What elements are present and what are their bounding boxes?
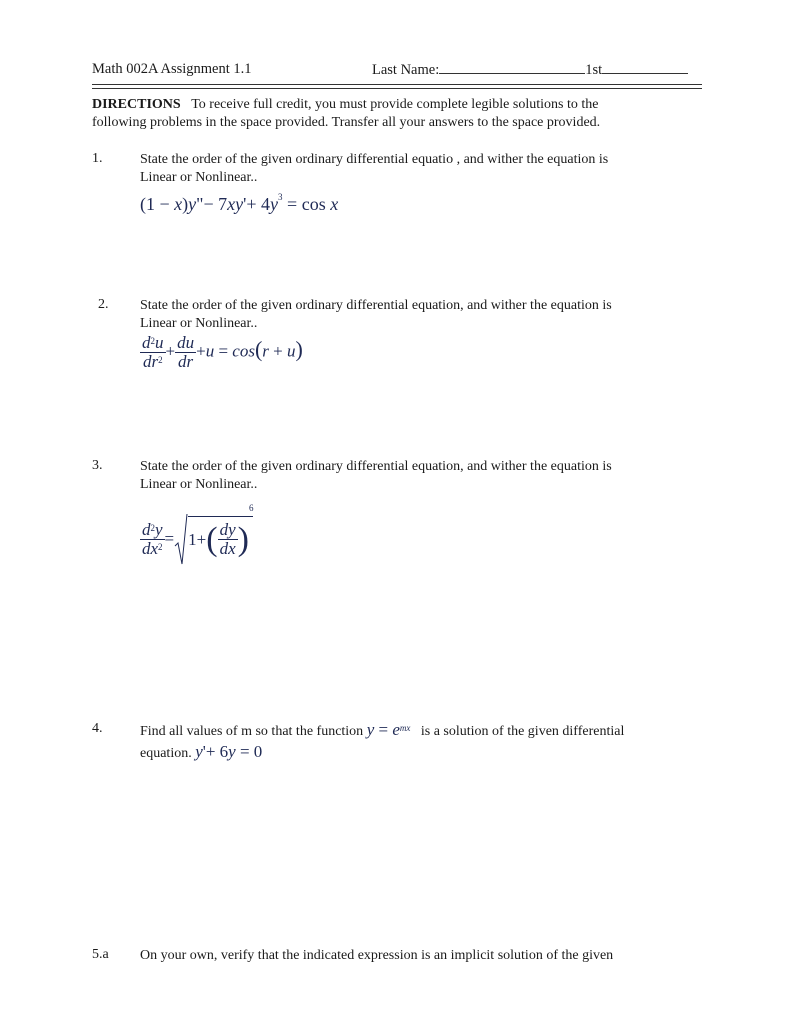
problem-4-text [140,721,624,763]
problem-3-equation: $\frac{d^2y}{dx^2}$ = 1+( $\frac{dy}{dx}$ )$^6$ [140,512,253,566]
directions [92,96,600,132]
last-name-field[interactable] [372,61,688,79]
last-name-label: Last Name: [372,62,440,78]
header-rule-bottom [92,88,702,89]
problem-5a-line-1: On your own, verify that the indicated expression is an implicit solution of the given [140,948,614,963]
problem-2-number: 2. [98,297,109,312]
directions-line-2: following problems in the space provided. Transfer all your answers to the space provided. [92,115,601,130]
problem-3-number: 3. [92,458,103,473]
square-root-symbol [174,512,188,566]
first-name-label: 1st [585,62,603,78]
problem-4-line-2: equation. [140,746,192,761]
problem-5a-text [140,947,613,965]
last-name-blank[interactable] [439,61,585,74]
problem-2-line-1: State the order of the given ordinary differential equation, and wither the equation is [140,298,612,313]
problem-3-line-2: Linear or Nonlinear.. [140,477,258,492]
problem-1-number: 1. [92,151,103,166]
problem-3-text [140,458,612,494]
problem-3-line-1: State the order of the given ordinary differential equation, and wither the equation is [140,459,612,474]
course-title: Math 002A Assignment 1.1 [92,61,252,77]
radical-icon [174,512,188,566]
problem-5a-number: 5.a [92,947,109,962]
problem-4-line-1b: is a solution of the given differential [420,724,625,739]
directions-line-1: To receive full credit, you must provide complete legible solutions to the [191,97,599,112]
problem-2-text [140,297,612,333]
problem-1-line-2: Linear or Nonlinear.. [140,170,258,185]
problem-1-text [140,151,608,187]
problem-1-equation: (1 − x)y"− $7xy'+ 4y^3 = \cos x$ [140,192,339,214]
header-rule-top [92,84,702,85]
problem-4-line-1a: Find all values of m so that the function [140,724,364,739]
problem-4-equation: y'+ 6y = 0 [195,742,263,761]
directions-label: DIRECTIONS [92,97,181,112]
problem-4-function: $y = e^{mx}$ [366,720,411,739]
problem-1-line-1: State the order of the given ordinary differential equatio , and wither the equation is [140,152,609,167]
problem-4-number: 4. [92,721,103,736]
problem-2-line-2: Linear or Nonlinear.. [140,316,258,331]
problem-2-equation: $\frac{d^2u}{dr^2}$ + $\frac{du}{dr}$ +u = cos(r + u) [142,333,303,371]
first-name-blank[interactable] [602,61,688,74]
